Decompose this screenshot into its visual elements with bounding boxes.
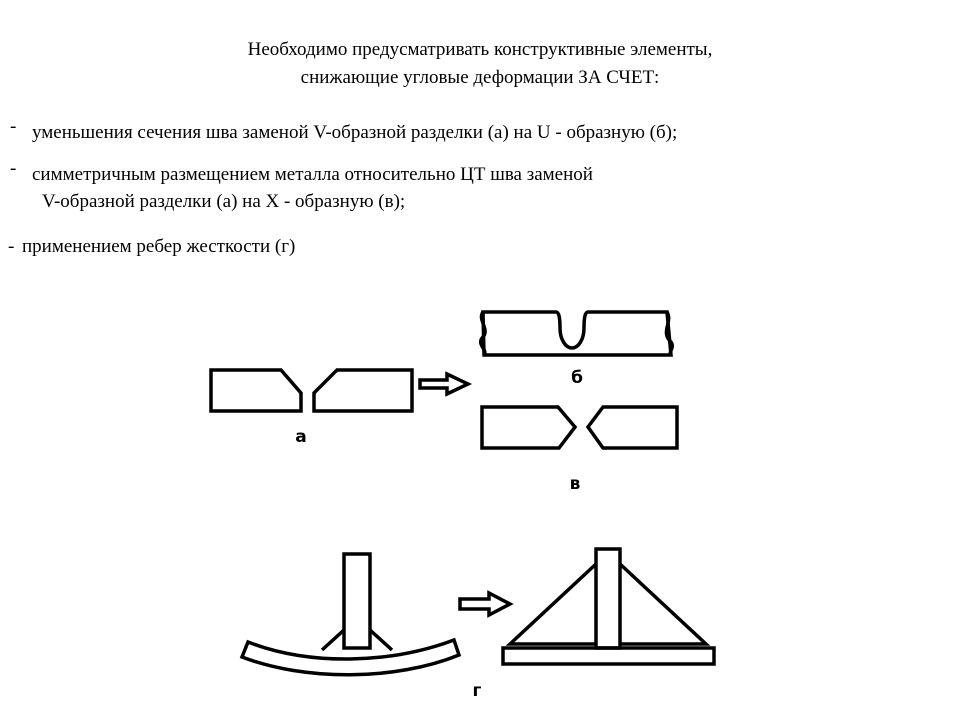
arrow-right-icon — [420, 374, 468, 394]
figure-label-g: г — [472, 681, 482, 701]
bullet-text: применением ребер жесткости (г) — [22, 236, 296, 257]
flat-base-plate — [503, 648, 714, 664]
title-line-2: снижающие угловые деформации ЗА СЧЕТ: — [300, 67, 660, 88]
stiffening-rib-right — [620, 564, 706, 644]
plate-x-right — [588, 407, 677, 448]
bullet-marker: - — [8, 236, 15, 257]
stiffening-rib-left — [510, 564, 596, 644]
curved-base-plate — [242, 640, 459, 675]
bullet-marker: - — [10, 116, 17, 137]
figure-label-v: в — [569, 474, 581, 494]
rib-vertical-right — [596, 549, 620, 648]
bullet-text: уменьшения сечения шва заменой V-образной разделки (а) на U - образную (б); — [32, 122, 678, 143]
bullet-text: симметричным размещением металла относительно ЦТ шва заменой — [32, 164, 593, 185]
plate-u — [483, 312, 671, 355]
bullet-text-continued: V-образной разделки (а) на X - образную (в); — [42, 191, 406, 212]
arrow-right-icon-2 — [460, 593, 510, 615]
plate-v-right — [314, 370, 412, 411]
figure-label-a: а — [295, 427, 307, 447]
plate-x-left — [482, 407, 575, 448]
plate-v-left — [211, 370, 301, 411]
rib-vertical — [344, 554, 370, 648]
title-line-1: Необходимо предусматривать конструктивные элементы, — [247, 39, 713, 60]
figure-label-b: б — [571, 368, 583, 388]
bullet-marker: - — [10, 158, 17, 179]
